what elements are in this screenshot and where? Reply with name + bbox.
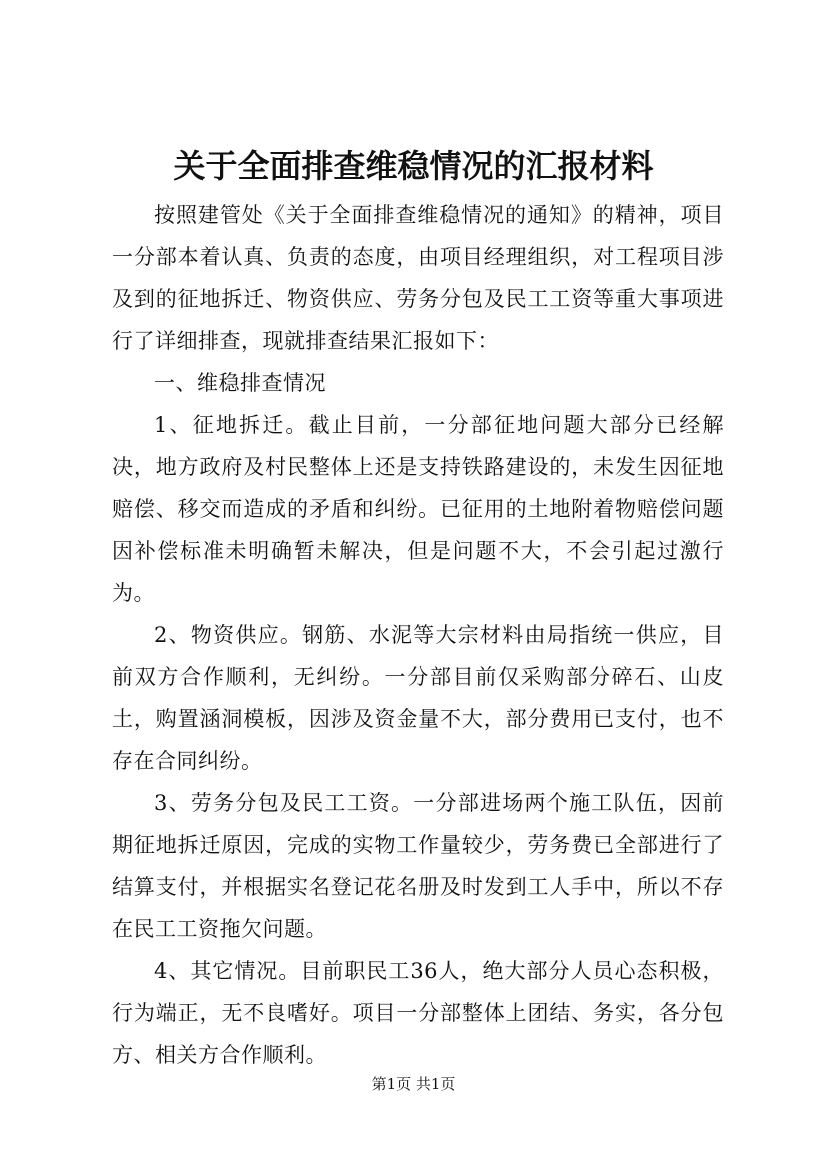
paragraph-other: 4、其它情况。目前职民工36人，绝大部分人员心态积极，行为端正，无不良嗜好。项目一分部整体上团结、务实，各分包方、相关方合作顺利。 [112,959,724,1067]
paragraph-material-supply: 2、物资供应。钢筋、水泥等大宗材料由局指统一供应，目前双方合作顺利，无纠纷。一分部目前仅采购部分碎石、山皮土，购置涵洞模板，因涉及资金量不大，部分费用已支付，也不存在合同纠纷。 [112,623,724,773]
section-heading: 一、维稳排查情况 [154,371,326,395]
document-body [112,194,724,1076]
page-number-footer: 第1页 共1页 [371,1075,456,1093]
document-title: 关于全面排查维稳情况的汇报材料 [173,147,654,185]
paragraph-land-acquisition: 1、征地拆迁。截止目前，一分部征地问题大部分已经解决，地方政府及村民整体上还是支持铁路建设的，未发生因征地赔偿、移交而造成的矛盾和纠纷。已征用的土地附着物赔偿问题因补偿标准未明确暂未解决，但是问题不大，不会引起过激行为。 [112,413,724,605]
paragraph-labor-wages: 3、劳务分包及民工工资。一分部进场两个施工队伍，因前期征地拆迁原因，完成的实物工作量较少，劳务费已全部进行了结算支付，并根据实名登记花名册及时发到工人手中，所以不存在民工工资拖欠问题。 [112,791,724,941]
paragraph-intro: 按照建管处《关于全面排查维稳情况的通知》的精神，项目一分部本着认真、负责的态度，由项目经理组织，对工程项目涉及到的征地拆迁、物资供应、劳务分包及民工工资等重大事项进行了详细排查，现就排查结果汇报如下： [112,203,724,353]
